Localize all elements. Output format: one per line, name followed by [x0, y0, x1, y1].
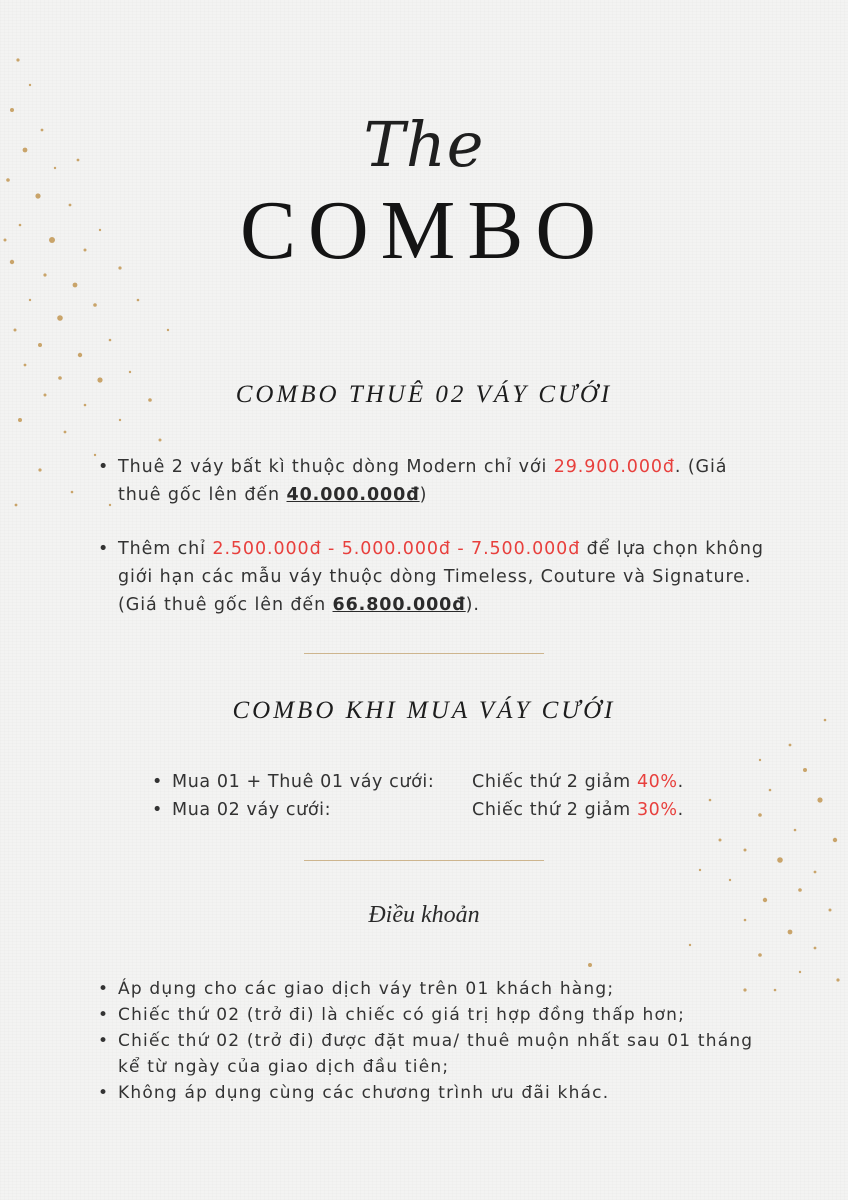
the-script-title: The: [363, 108, 485, 181]
list-item: • Chiếc thứ 02 (trở đi) là chiếc có giá trị hợp đồng thấp hơn;: [96, 1002, 776, 1028]
rental-combo-list: [96, 453, 766, 645]
section-purchase-heading: COMBO KHI MUA VÁY CƯỚI: [232, 697, 616, 724]
combo-title: COMBO: [239, 184, 609, 277]
gold-divider: [304, 653, 544, 654]
purchase-combo-list: [150, 768, 770, 824]
terms-list: [96, 976, 776, 1106]
list-item: • Thêm chỉ 2.500.000đ - 5.000.000đ - 7.500.000đ để lựa chọn không giới hạn các mẫu váy thuộc dòng Timeless, Couture và Signature. (Giá thuê gốc lên đến 66.800.000đ).: [96, 535, 766, 619]
list-item: • Áp dụng cho các giao dịch váy trên 01 khách hàng;: [96, 976, 776, 1002]
terms-heading: Điều khoản: [368, 902, 480, 928]
list-item: • Mua 01 + Thuê 01 váy cưới: Chiếc thứ 2 giảm 40%.: [150, 768, 770, 796]
list-item: • Chiếc thứ 02 (trở đi) được đặt mua/ thuê muộn nhất sau 01 tháng kể từ ngày của giao dịch đầu tiên;: [96, 1028, 776, 1080]
list-item: • Thuê 2 váy bất kì thuộc dòng Modern chỉ với 29.900.000đ. (Giá thuê gốc lên đến 40.000.000đ): [96, 453, 766, 509]
combo-price: 29.900.000đ: [553, 457, 675, 477]
original-price: 40.000.000đ: [286, 485, 420, 505]
original-price: 66.800.000đ: [332, 595, 466, 615]
discount-value: 30%: [636, 800, 678, 820]
gold-divider: [304, 860, 544, 861]
list-item: • Mua 02 váy cưới: Chiếc thứ 2 giảm 30%.: [150, 796, 770, 824]
upgrade-prices: 2.500.000đ - 5.000.000đ - 7.500.000đ: [212, 539, 581, 559]
discount-value: 40%: [636, 772, 678, 792]
list-item: • Không áp dụng cùng các chương trình ưu đãi khác.: [96, 1080, 776, 1106]
section-rental-heading: COMBO THUÊ 02 VÁY CƯỚI: [235, 381, 613, 408]
